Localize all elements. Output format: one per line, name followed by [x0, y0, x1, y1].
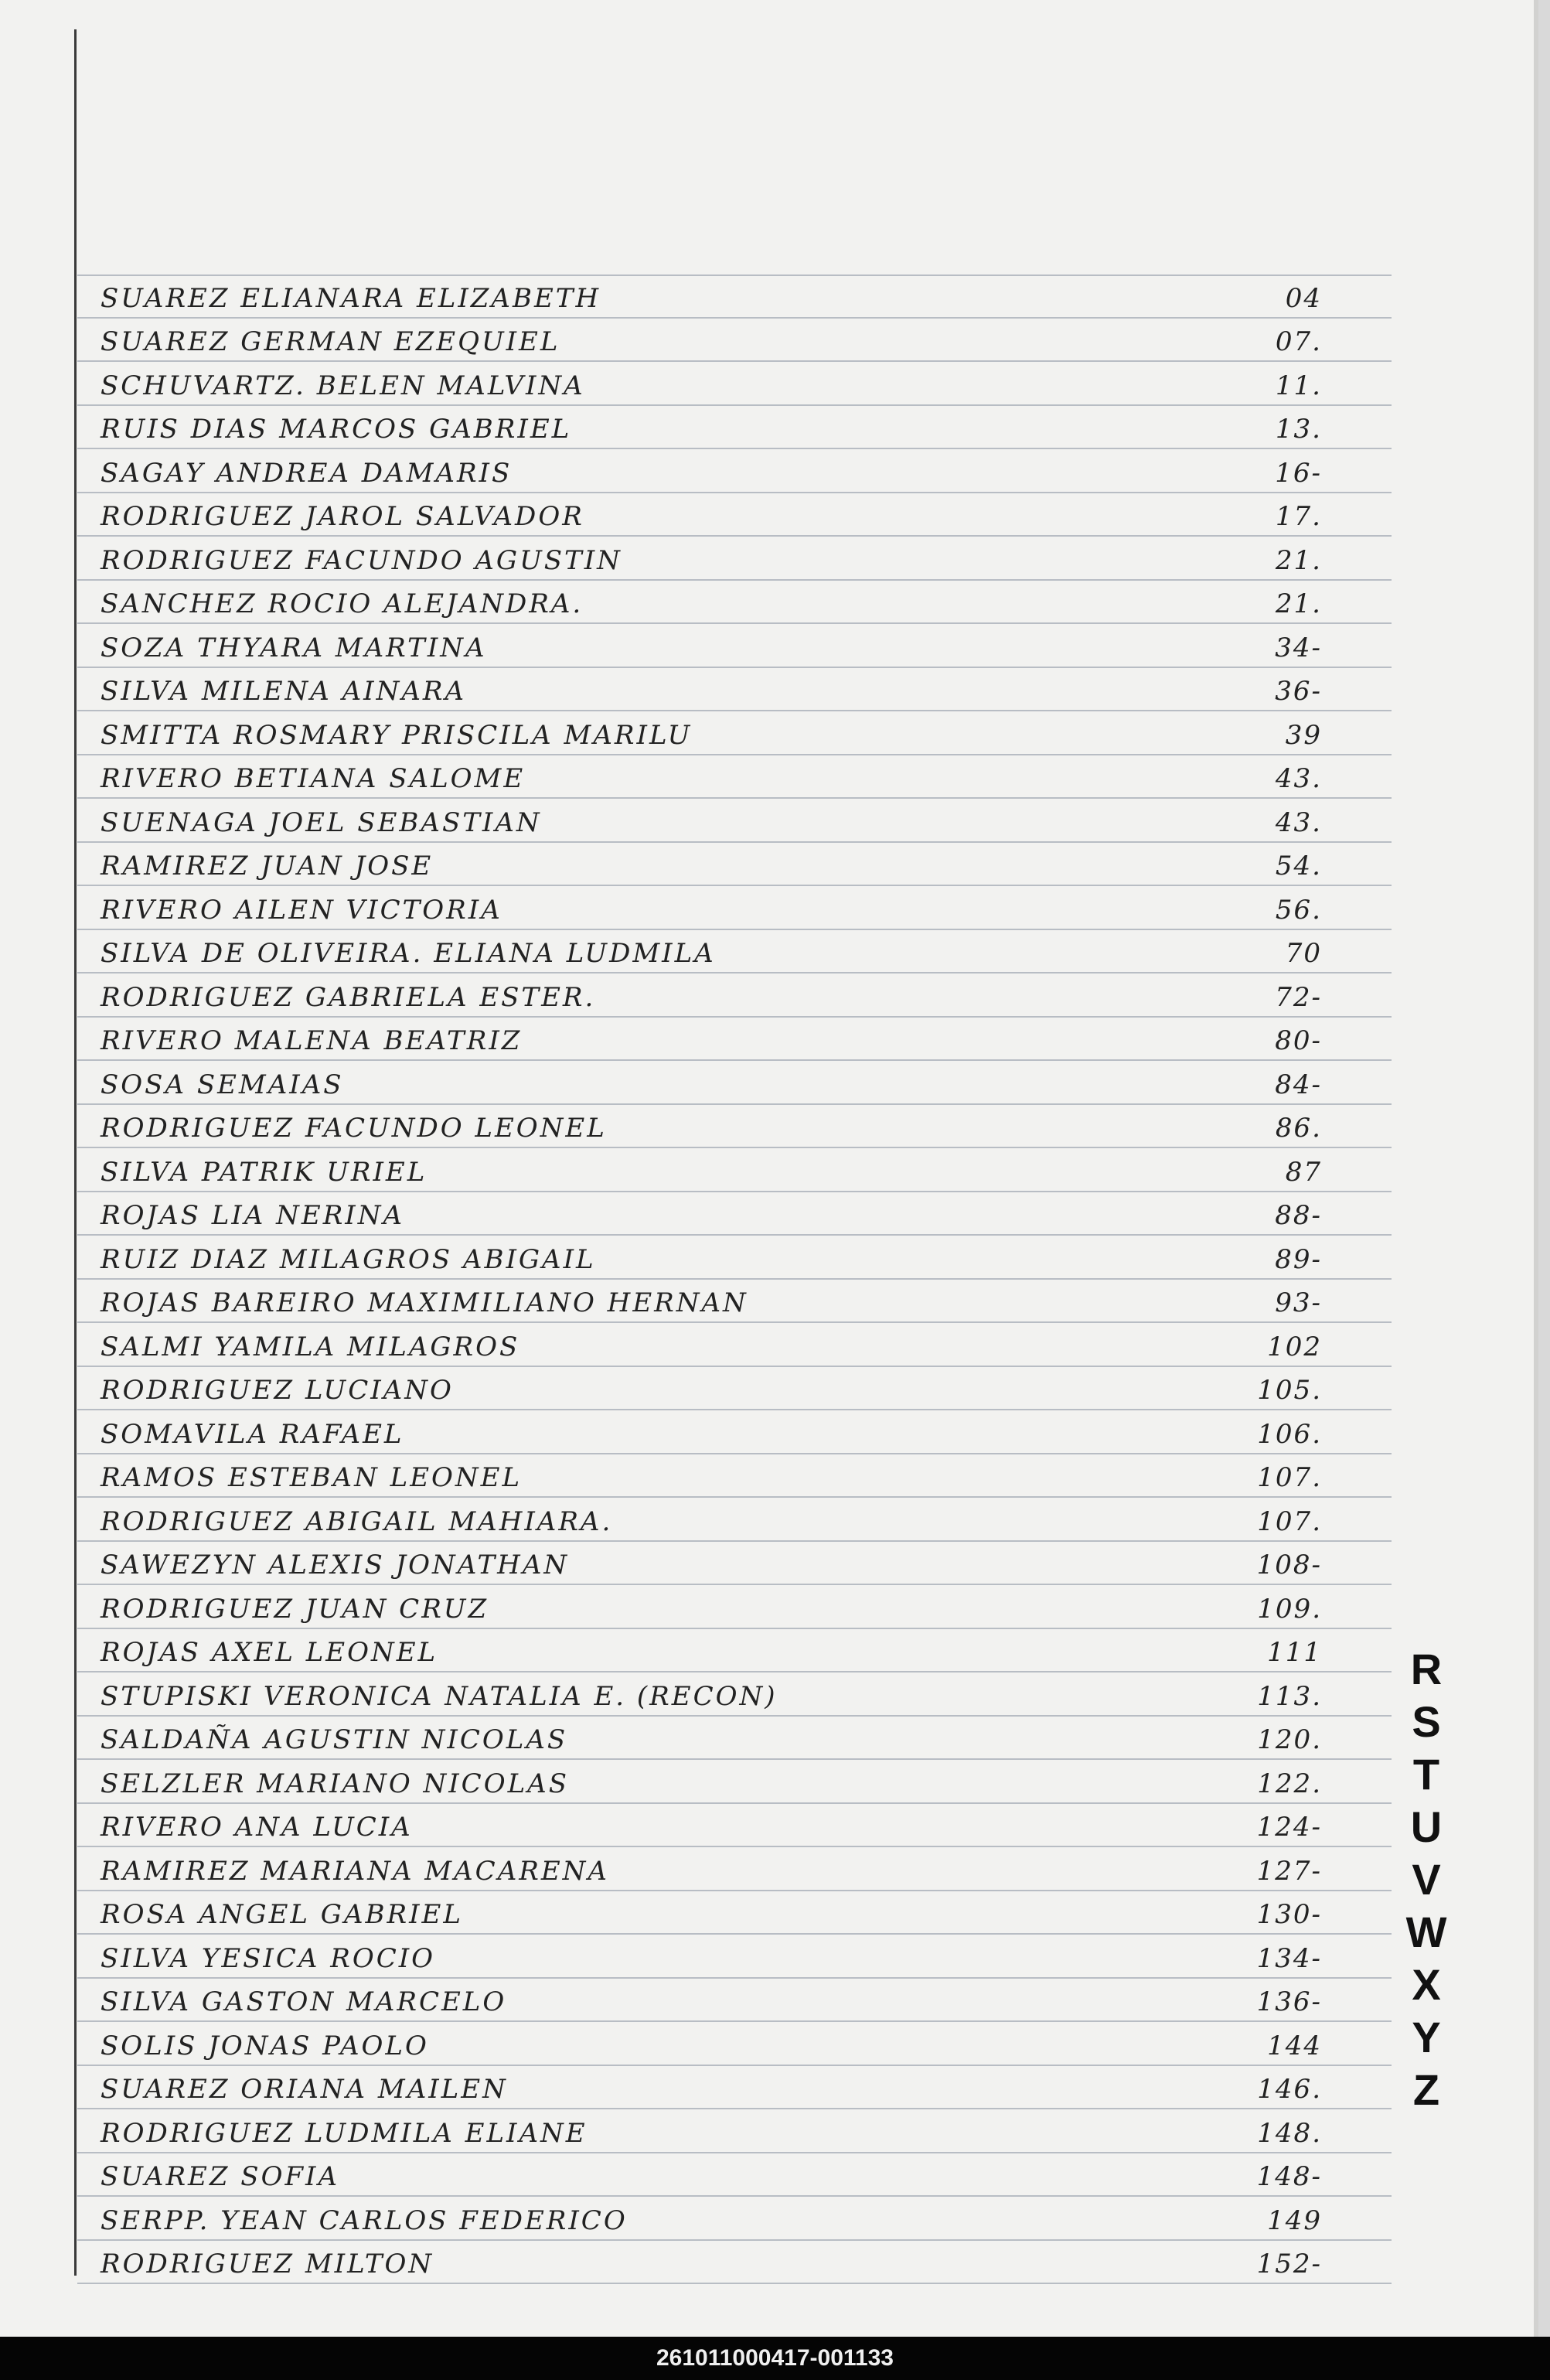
entry-number: 07.	[1275, 326, 1322, 357]
list-item	[77, 1717, 1392, 1761]
entry-number: 108-	[1256, 1550, 1322, 1580]
list-item	[77, 668, 1392, 712]
list-item	[77, 2022, 1392, 2066]
entry-number: 88-	[1275, 1200, 1322, 1231]
entry-name: SUAREZ SOFIA	[100, 2161, 340, 2192]
list-item	[77, 1542, 1392, 1586]
entry-name: RAMOS ESTEBAN LEONEL	[100, 1462, 523, 1493]
list-item	[77, 2109, 1392, 2153]
index-tab-t[interactable]: T	[1412, 1750, 1440, 1799]
entry-number: 17.	[1275, 501, 1322, 532]
index-tab-r[interactable]: R	[1410, 1645, 1443, 1693]
entry-number: 107.	[1257, 1505, 1322, 1537]
list-item	[77, 1410, 1392, 1454]
entry-number: 04	[1285, 282, 1322, 314]
list-item	[77, 1672, 1392, 1717]
index-tab-x[interactable]: X	[1412, 1960, 1441, 2009]
list-item	[77, 1498, 1392, 1542]
entry-name: SELZLER MARIANO NICOLAS	[100, 1768, 569, 1799]
index-tab-w[interactable]: W	[1405, 1908, 1447, 1956]
entry-name: ROJAS LIA NERINA	[100, 1200, 405, 1231]
entry-name: RODRIGUEZ GABRIELA ESTER.	[100, 981, 596, 1013]
list-item	[77, 2153, 1392, 2198]
entry-name: ROJAS AXEL LEONEL	[100, 1637, 438, 1668]
index-tab-y[interactable]: Y	[1412, 2013, 1441, 2061]
entry-number: 102	[1267, 1331, 1322, 1362]
entry-number: 34-	[1275, 632, 1322, 663]
entry-name: RIVERO AILEN VICTORIA	[100, 894, 502, 926]
entry-name: SILVA DE OLIVEIRA. ELIANA LUDMILA	[100, 938, 716, 969]
entry-name: SOSA SEMAIAS	[100, 1069, 344, 1100]
scan-footer	[0, 2337, 1550, 2380]
entry-name: SALMI YAMILA MILAGROS	[100, 1331, 520, 1362]
entry-number: 87	[1285, 1156, 1322, 1188]
entry-number: 105.	[1257, 1375, 1322, 1406]
entry-number: 56.	[1275, 894, 1322, 926]
entry-name: ROJAS BAREIRO MAXIMILIANO HERNAN	[100, 1287, 748, 1318]
entry-name: SOLIS JONAS PAOLO	[100, 2030, 429, 2061]
entry-name: RIVERO ANA LUCIA	[100, 1812, 413, 1843]
entry-number: 43.	[1275, 763, 1322, 794]
entry-number: 113.	[1257, 1680, 1322, 1712]
list-item	[77, 406, 1392, 450]
entry-name: RODRIGUEZ LUDMILA ELIANE	[100, 2117, 588, 2149]
list-item	[77, 1804, 1392, 1848]
list-item	[77, 537, 1392, 581]
entry-name: RODRIGUEZ MILTON	[100, 2249, 434, 2279]
list-item	[77, 1367, 1392, 1411]
list-item	[77, 1323, 1392, 1367]
entry-number: 148.	[1257, 2117, 1322, 2149]
entry-number: 39	[1285, 719, 1322, 751]
entry-number: 106.	[1257, 1418, 1322, 1450]
entry-name: SERPP. YEAN CARLOS FEDERICO	[100, 2204, 628, 2236]
index-tab-u[interactable]: U	[1410, 1802, 1443, 1851]
entry-number: 13.	[1275, 414, 1322, 445]
list-item	[77, 1891, 1392, 1935]
list-item	[77, 1236, 1392, 1280]
entry-number: 70	[1285, 938, 1322, 969]
entry-number: 72-	[1275, 981, 1322, 1013]
entry-name: SOMAVILA RAFAEL	[100, 1418, 404, 1450]
entry-name: RUIZ DIAZ MILAGROS ABIGAIL	[100, 1243, 596, 1275]
list-item	[77, 2197, 1392, 2241]
entry-number: 11.	[1275, 370, 1322, 401]
list-item	[77, 1148, 1392, 1192]
entry-number: 111	[1267, 1637, 1322, 1668]
list-item	[77, 973, 1392, 1018]
list-item	[77, 1979, 1392, 2023]
entry-name: RIVERO MALENA BEATRIZ	[100, 1025, 523, 1056]
entry-number: 130-	[1256, 1899, 1322, 1930]
list-item	[77, 843, 1392, 887]
list-item	[77, 1105, 1392, 1149]
list-item	[77, 1760, 1392, 1804]
entry-list	[77, 274, 1392, 2284]
entry-name: SILVA MILENA AINARA	[100, 676, 467, 707]
entry-number: 36-	[1275, 676, 1322, 707]
entry-number: 136-	[1256, 1986, 1322, 2017]
margin-line	[74, 29, 77, 2276]
list-item	[77, 319, 1392, 363]
entry-number: 54.	[1275, 851, 1322, 881]
entry-number: 120.	[1257, 1724, 1322, 1755]
entry-name: SUENAGA JOEL SEBASTIAN	[100, 806, 542, 838]
list-item	[77, 799, 1392, 843]
entry-name: SMITTA ROSMARY PRISCILA MARILU	[100, 719, 693, 751]
index-tab-z[interactable]: Z	[1412, 2065, 1440, 2114]
entry-name: SAGAY ANDREA DAMARIS	[100, 457, 513, 489]
list-item	[77, 1629, 1392, 1673]
list-item	[77, 581, 1392, 625]
entry-number: 146.	[1257, 2074, 1322, 2105]
list-item	[77, 1192, 1392, 1236]
entry-number: 80-	[1275, 1025, 1322, 1056]
entry-name: RIVERO BETIANA SALOME	[100, 763, 526, 794]
entry-name: RODRIGUEZ JAROL SALVADOR	[100, 501, 584, 532]
entry-number: 127-	[1256, 1855, 1322, 1887]
entry-number: 21.	[1275, 544, 1322, 576]
entry-number: 134-	[1256, 1942, 1322, 1974]
entry-name: STUPISKI VERONICA NATALIA E. (RECON)	[100, 1680, 778, 1712]
list-item	[77, 1061, 1392, 1105]
entry-number: 86.	[1275, 1113, 1322, 1144]
entry-number: 109.	[1257, 1593, 1322, 1625]
entry-number: 21.	[1275, 588, 1322, 619]
entry-number: 16-	[1275, 457, 1322, 489]
list-item	[77, 886, 1392, 930]
index-tab-s[interactable]: S	[1412, 1697, 1441, 1746]
list-item	[77, 493, 1392, 537]
entry-name: SCHUVARTZ. BELEN MALVINA	[100, 370, 585, 401]
list-item	[77, 1935, 1392, 1979]
entry-name: SUAREZ ELIANARA ELIZABETH	[100, 282, 601, 314]
entry-name: SILVA PATRIK URIEL	[100, 1156, 428, 1188]
entry-name: RAMIREZ JUAN JOSE	[100, 851, 434, 881]
list-item	[77, 1585, 1392, 1629]
list-item	[77, 449, 1392, 493]
entry-number: 148-	[1256, 2161, 1322, 2192]
list-item	[77, 362, 1392, 406]
entry-name: RAMIREZ MARIANA MACARENA	[100, 1855, 609, 1887]
entry-number: 107.	[1257, 1462, 1322, 1493]
entry-number: 124-	[1256, 1812, 1322, 1843]
entry-number: 152-	[1256, 2249, 1322, 2279]
list-item	[77, 2066, 1392, 2110]
list-item	[77, 1018, 1392, 1062]
entry-name: SOZA THYARA MARTINA	[100, 632, 487, 663]
list-item	[77, 1280, 1392, 1324]
entry-name: RODRIGUEZ FACUNDO AGUSTIN	[100, 544, 622, 576]
entry-number: 122.	[1257, 1768, 1322, 1799]
entry-number: 93-	[1275, 1287, 1322, 1318]
list-item	[77, 755, 1392, 800]
entry-name: RODRIGUEZ LUCIANO	[100, 1375, 454, 1406]
entry-name: SILVA YESICA ROCIO	[100, 1942, 436, 1974]
entry-name: RUIS DIAS MARCOS GABRIEL	[100, 414, 572, 445]
entry-name: RODRIGUEZ JUAN CRUZ	[100, 1593, 489, 1625]
list-item	[77, 930, 1392, 974]
entry-number: 89-	[1275, 1243, 1322, 1275]
entry-name: ROSA ANGEL GABRIEL	[100, 1899, 463, 1930]
entry-name: SANCHEZ ROCIO ALEJANDRA.	[100, 588, 584, 619]
entry-name: RODRIGUEZ FACUNDO LEONEL	[100, 1113, 607, 1144]
list-item	[77, 2241, 1392, 2285]
entry-name: SUAREZ GERMAN EZEQUIEL	[100, 326, 560, 357]
entry-number: 84-	[1275, 1069, 1322, 1100]
index-tab-v[interactable]: V	[1412, 1855, 1441, 1904]
list-item	[77, 1847, 1392, 1891]
entry-name: RODRIGUEZ ABIGAIL MAHIARA.	[100, 1505, 613, 1537]
entry-name: SALDAÑA AGUSTIN NICOLAS	[100, 1724, 568, 1755]
list-item	[77, 1454, 1392, 1499]
entry-name: SUAREZ ORIANA MAILEN	[100, 2074, 508, 2105]
list-item	[77, 274, 1392, 319]
entry-number: 43.	[1275, 806, 1322, 838]
list-item	[77, 624, 1392, 668]
entry-name: SAWEZYN ALEXIS JONATHAN	[100, 1550, 570, 1580]
entry-number: 149	[1267, 2204, 1322, 2236]
entry-number: 144	[1267, 2030, 1322, 2061]
entry-name: SILVA GASTON MARCELO	[100, 1986, 507, 2017]
list-item	[77, 711, 1392, 755]
footer-code: 261011000417-001133	[656, 2345, 894, 2371]
alphabet-index-tabs	[1392, 1643, 1461, 2116]
